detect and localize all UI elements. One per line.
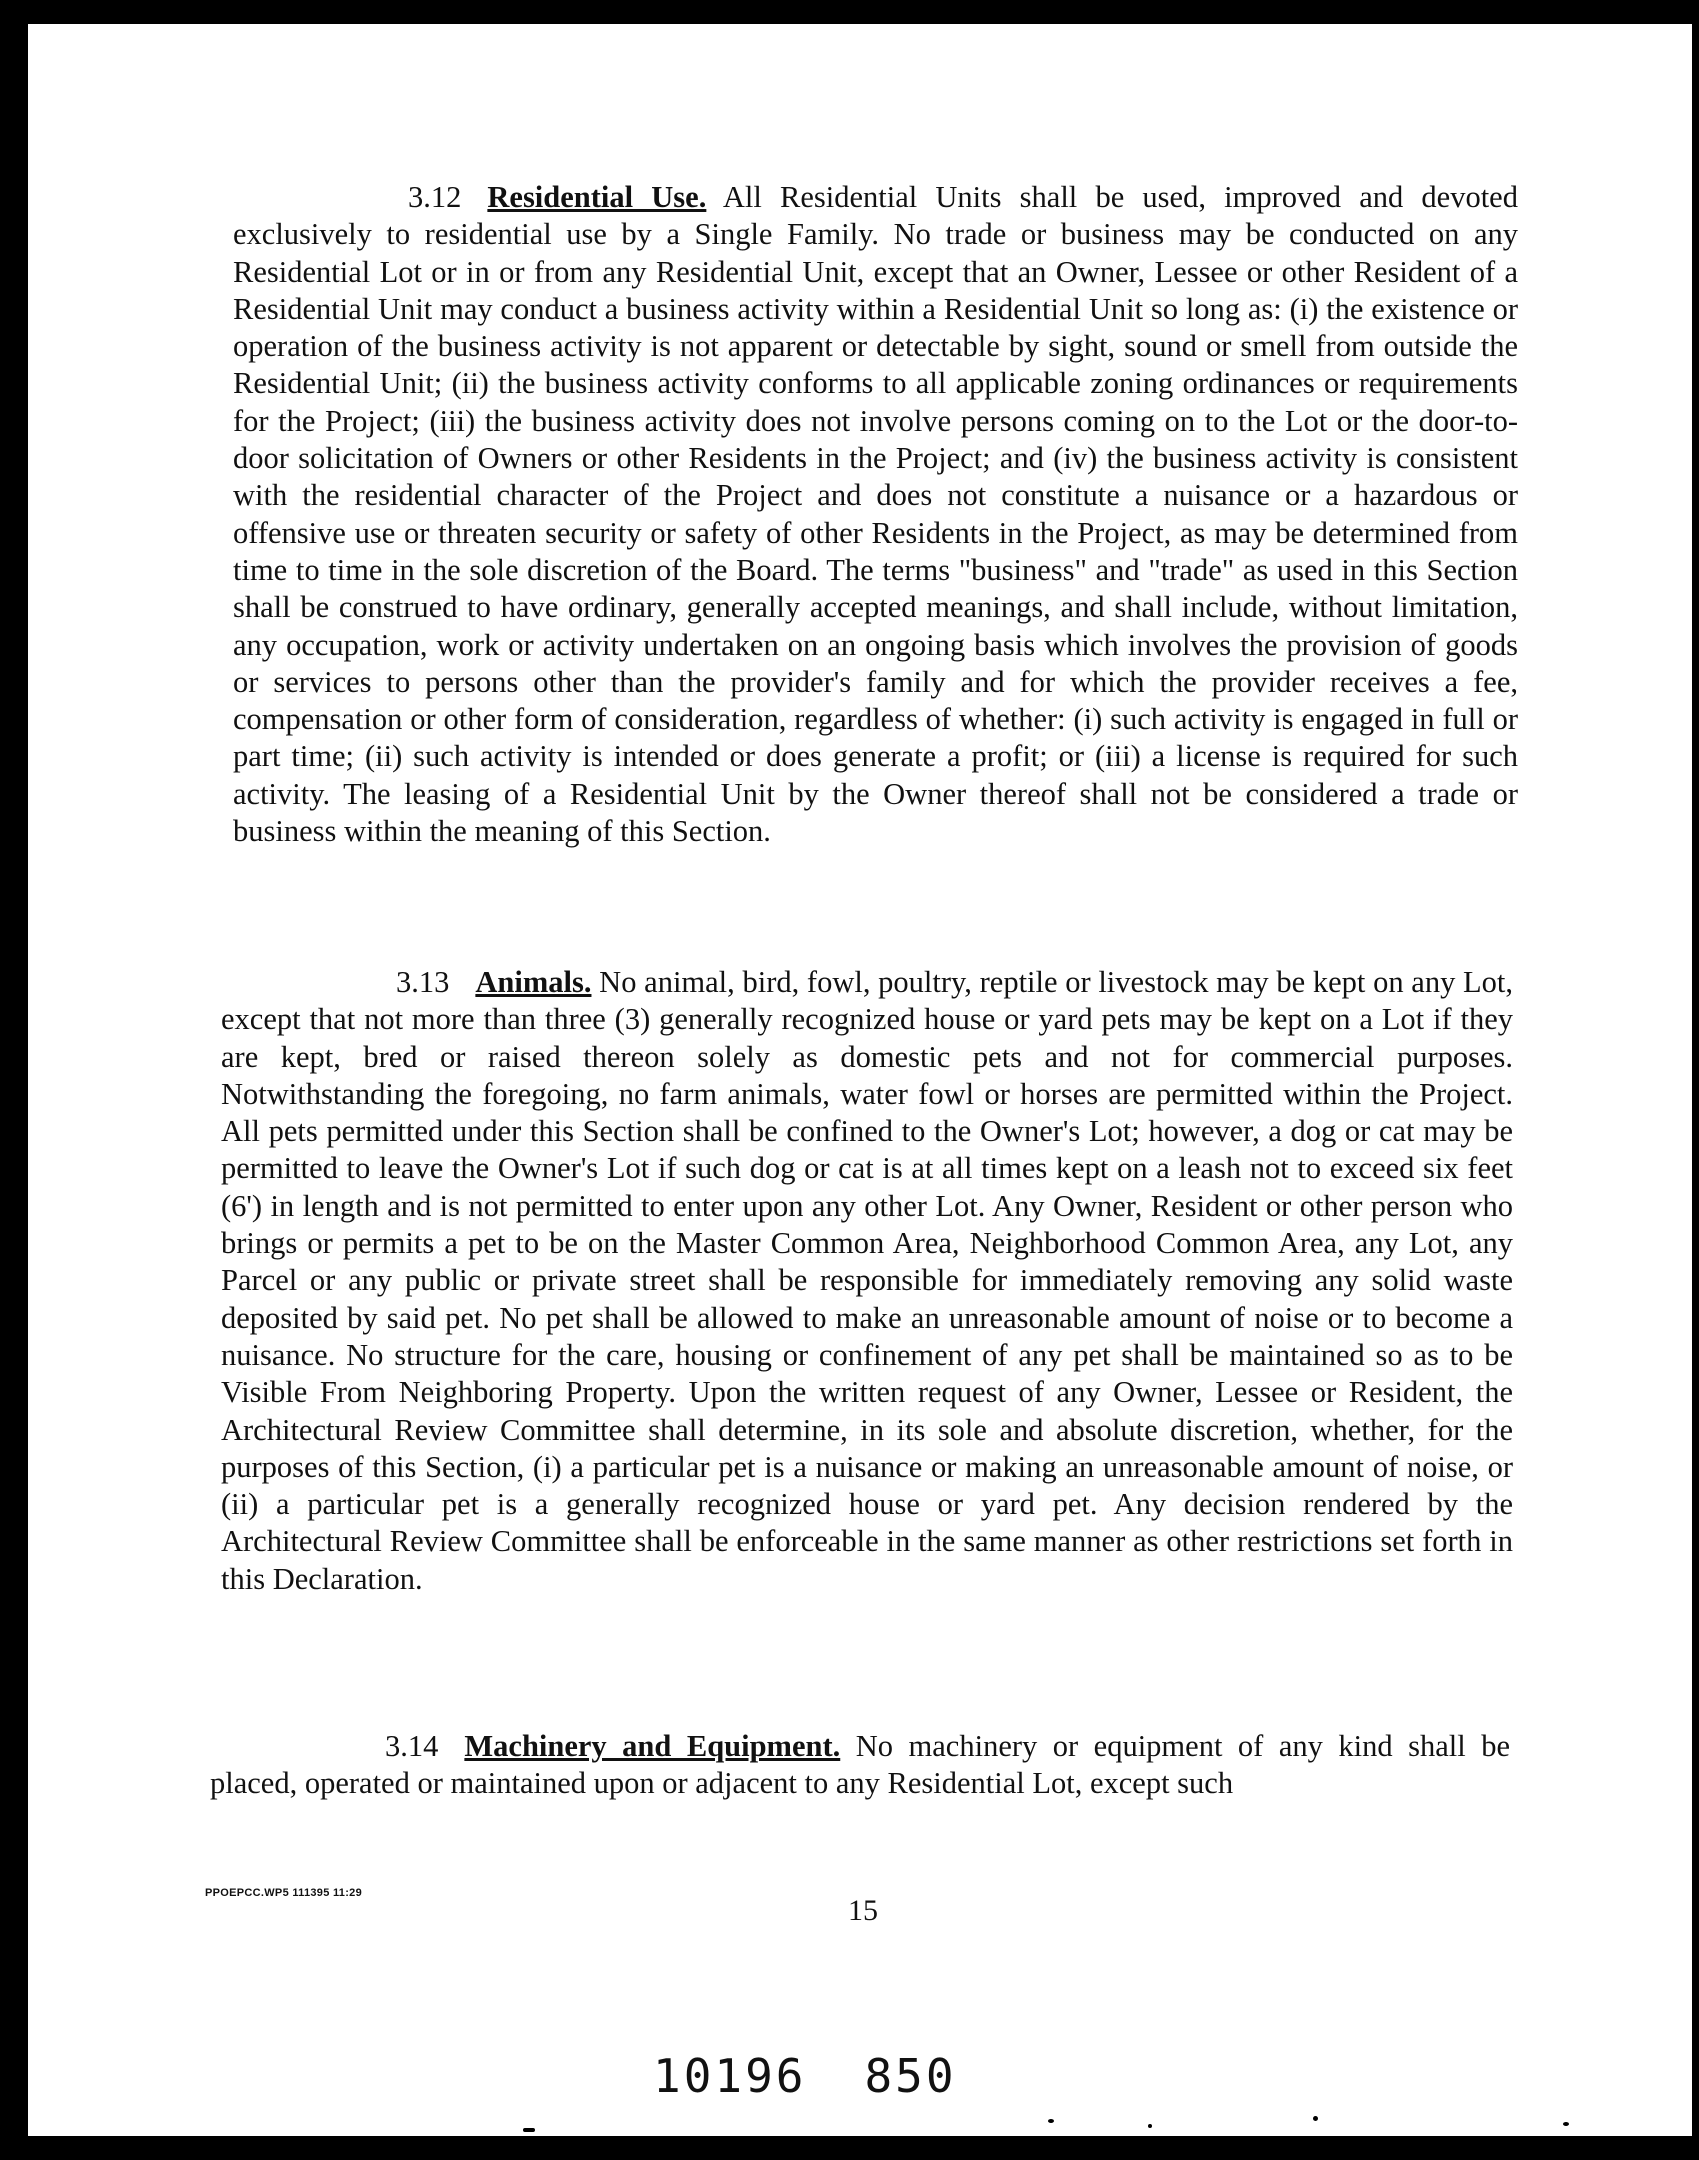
scan-speck xyxy=(1048,2119,1054,2123)
document-page xyxy=(28,24,1692,2136)
scan-speck xyxy=(523,2128,535,2132)
section-heading: Machinery and Equipment. xyxy=(464,1729,841,1763)
section-3-12 xyxy=(233,179,1518,850)
section-3-13 xyxy=(221,964,1513,1598)
scan-speck xyxy=(1148,2124,1152,2128)
section-3-14 xyxy=(210,1728,1510,1803)
section-body: All Residential Units shall be used, improved and devoted exclusively to residential use by a Single Family. No trade or business may be conducted on any Residential Lot or in or from any Residential Unit, except that an Owner, Lessee or other Resident of a Residential Unit may conduct a business activity within a Residential Unit so long as: (i) the existence or operation of the business activity is not apparent or detectable by sight, sound or smell from outside the Residential Unit; (ii) the business activity conforms to all applicable zoning ordinances or requirements for the Project; (iii) the business activity does not involve persons coming on to the Lot or the door-to-door solicitation of Owners or other Residents in the Project; and (iv) the business activity is consistent with the residential character of the Project and does not constitute a nuisance or a hazardous or offensive use or threaten security or safety of other Residents in the Project, as may be determined from time to time in the sole discretion of the Board. The terms "business" and "trade" as used in this Section shall be construed to have ordinary, generally accepted meanings, and shall include, without limitation, any occupation, work or activity undertaken on an ongoing basis which involves the provision of goods or services to persons other than the provider's family and for which the provider receives a fee, compensation or other form of consideration, regardless of whether: (i) such activity is engaged in full or part time; (ii) such activity is intended or does generate a profit; or (iii) a license is required for such activity. The leasing of a Residential Unit by the Owner thereof shall not be considered a trade or business within the meaning of this Section. xyxy=(233,180,1518,849)
document-code: PPOEPCC.WP5 111395 11:29 xyxy=(205,1887,363,1899)
section-body: No machinery or equipment of any kind shall be placed, operated or maintained upon or adjacent to any Residential Lot, except such xyxy=(210,1729,1510,1801)
recording-stamp xyxy=(653,2049,1015,2103)
scan-speck xyxy=(1313,2116,1318,2121)
section-heading: Animals. xyxy=(475,965,592,999)
section-body: No animal, bird, fowl, poultry, reptile or livestock may be kept on any Lot, except that not more than three (3) generally recognized house or yard pets may be kept on a Lot if they are kept, bred or raised thereon solely as domestic pets and not for commercial purposes. Notwithstanding the foregoing, no farm animals, water fowl or horses are permitted within the Project. All pets permitted under this Section shall be confined to the Owner's Lot; however, a dog or cat may be permitted to leave the Owner's Lot if such dog or cat is at all times kept on a leash not to exceed six feet (6') in length and is not permitted to enter upon any other Lot. Any Owner, Resident or other person who brings or permits a pet to be on the Master Common Area, Neighborhood Common Area, any Lot, any Parcel or any public or private street shall be responsible for immediately removing any solid waste deposited by said pet. No pet shall be allowed to make an unreasonable amount of noise or to become a nuisance. No structure for the care, housing or confinement of any pet shall be maintained so as to be Visible From Neighboring Property. Upon the written request of any Owner, Lessee or Resident, the Architectural Review Committee shall determine, in its sole and absolute discretion, whether, for the purposes of this Section, (i) a particular pet is a nuisance or making an unreasonable amount of noise, or (ii) a particular pet is a generally recognized house or yard pet. Any decision rendered by the Architectural Review Committee shall be enforceable in the same manner as other restrictions set forth in this Declaration. xyxy=(221,965,1513,1596)
page-number: 15 xyxy=(848,1894,878,1927)
stamp-page-number: 850 xyxy=(864,2049,957,2103)
section-heading: Residential Use. xyxy=(487,180,707,214)
section-number: 3.12 xyxy=(408,180,462,214)
stamp-book-number: 10196 xyxy=(653,2049,807,2103)
scan-speck xyxy=(1563,2122,1569,2126)
section-number: 3.13 xyxy=(396,965,450,999)
section-number: 3.14 xyxy=(385,1729,439,1763)
